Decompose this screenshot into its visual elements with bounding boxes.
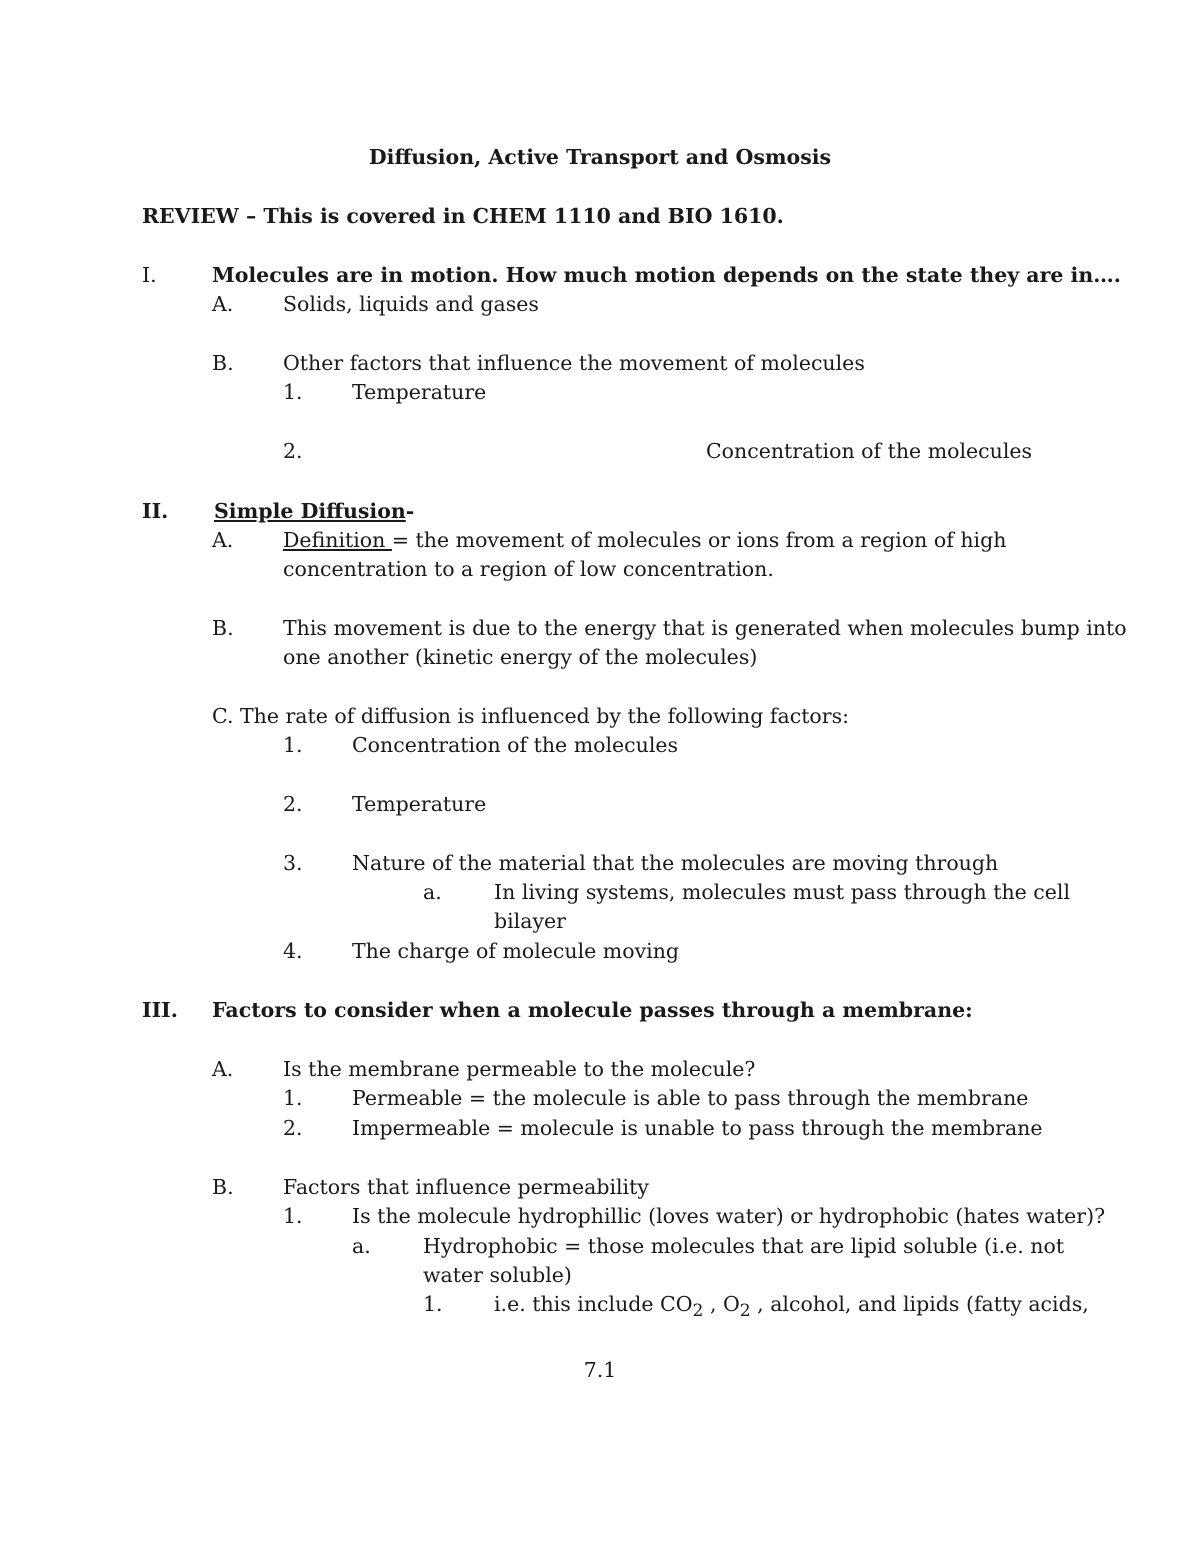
section-3-a-2-text: Impermeable = molecule is unable to pass through the membrane [352,1116,1043,1140]
section-3-heading: Factors to consider when a molecule passes through a membrane: [212,998,973,1022]
section-1-b-2-text: Concentration of the molecules [706,439,1033,463]
section-1-a-marker: A. [212,292,234,316]
section-3-b-1-a-line1: Hydrophobic = those molecules that are lipid soluble (i.e. not [423,1234,1065,1258]
section-3-b-1-text: Is the molecule hydrophillic (loves water) or hydrophobic (hates water)? [352,1204,1106,1228]
section-2-a-line2: concentration to a region of low concentration. [283,557,774,581]
section-1-heading: Molecules are in motion. How much motion depends on the state they are in…. [212,263,1121,287]
section-1-b-marker: B. [212,351,234,375]
section-2-b-marker: B. [212,616,234,640]
section-2-a-line1 [283,526,1006,556]
section-1-b-1-number: 1. [283,380,303,404]
section-2-c-1-text: Concentration of the molecules [352,733,679,757]
section-2-c-4-text: The charge of molecule moving [352,939,680,963]
section-3-b-1-a-marker: a. [352,1234,371,1258]
section-3-b-text: Factors that influence permeability [283,1175,649,1199]
section-2-c-3-a-line2: bilayer [494,909,566,933]
section-2-c-1-number: 1. [283,733,303,757]
section-1-a-text: Solids, liquids and gases [283,292,539,316]
section-1-number: I. [142,263,157,287]
section-2-heading-text: Simple Diffusion [214,499,406,523]
co2-subscript: 2 [692,1301,704,1322]
section-2-b-line2: one another (kinetic energy of the molecules) [283,645,758,669]
section-2-c-4-number: 4. [283,939,303,963]
examples-text-end: , alcohol, and lipids (fatty acids, [750,1292,1089,1316]
section-3-a-2-number: 2. [283,1116,303,1140]
section-3-b-1-a-1-number: 1. [423,1292,443,1316]
section-3-b-1-a-1-text [494,1290,1089,1327]
section-2-c-2-text: Temperature [352,792,487,816]
section-3-a-text: Is the membrane permeable to the molecule? [283,1057,756,1081]
section-2-c-2-number: 2. [283,792,303,816]
section-1-b-1-text: Temperature [352,380,487,404]
page-number: 7.1 [583,1358,617,1382]
definition-term: Definition [283,528,392,552]
section-2-b-line1: This movement is due to the energy that is generated when molecules bump into [283,616,1127,640]
section-2-number: II. [142,499,169,523]
section-3-b-1-a-line2: water soluble) [423,1263,572,1287]
examples-text-mid: , O [703,1292,740,1316]
section-1-b-2-number: 2. [283,439,303,463]
review-note: REVIEW – This is covered in CHEM 1110 and BIO 1610. [142,204,784,228]
section-3-b-marker: B. [212,1175,234,1199]
section-2-c-3-a-line1: In living systems, molecules must pass through the cell [494,880,1071,904]
o2-subscript: 2 [739,1301,751,1322]
section-2-heading-suffix: - [405,499,415,523]
section-1-b-text: Other factors that influence the movement of molecules [283,351,865,375]
section-3-a-1-text: Permeable = the molecule is able to pass through the membrane [352,1086,1029,1110]
section-2-c-text: C. The rate of diffusion is influenced by the following factors: [212,704,850,728]
section-3-a-marker: A. [212,1057,234,1081]
definition-text: = the movement of molecules or ions from a region of high [391,528,1007,552]
examples-text-start: i.e. this include CO [494,1292,693,1316]
section-2-a-marker: A. [212,528,234,552]
section-2-c-3-text: Nature of the material that the molecules are moving through [352,851,999,875]
section-2-heading [214,497,414,527]
document-title: Diffusion, Active Transport and Osmosis [368,145,832,169]
section-3-number: III. [142,998,178,1022]
section-3-a-1-number: 1. [283,1086,303,1110]
section-2-c-3-a-marker: a. [423,880,442,904]
section-2-c-3-number: 3. [283,851,303,875]
section-3-b-1-number: 1. [283,1204,303,1228]
